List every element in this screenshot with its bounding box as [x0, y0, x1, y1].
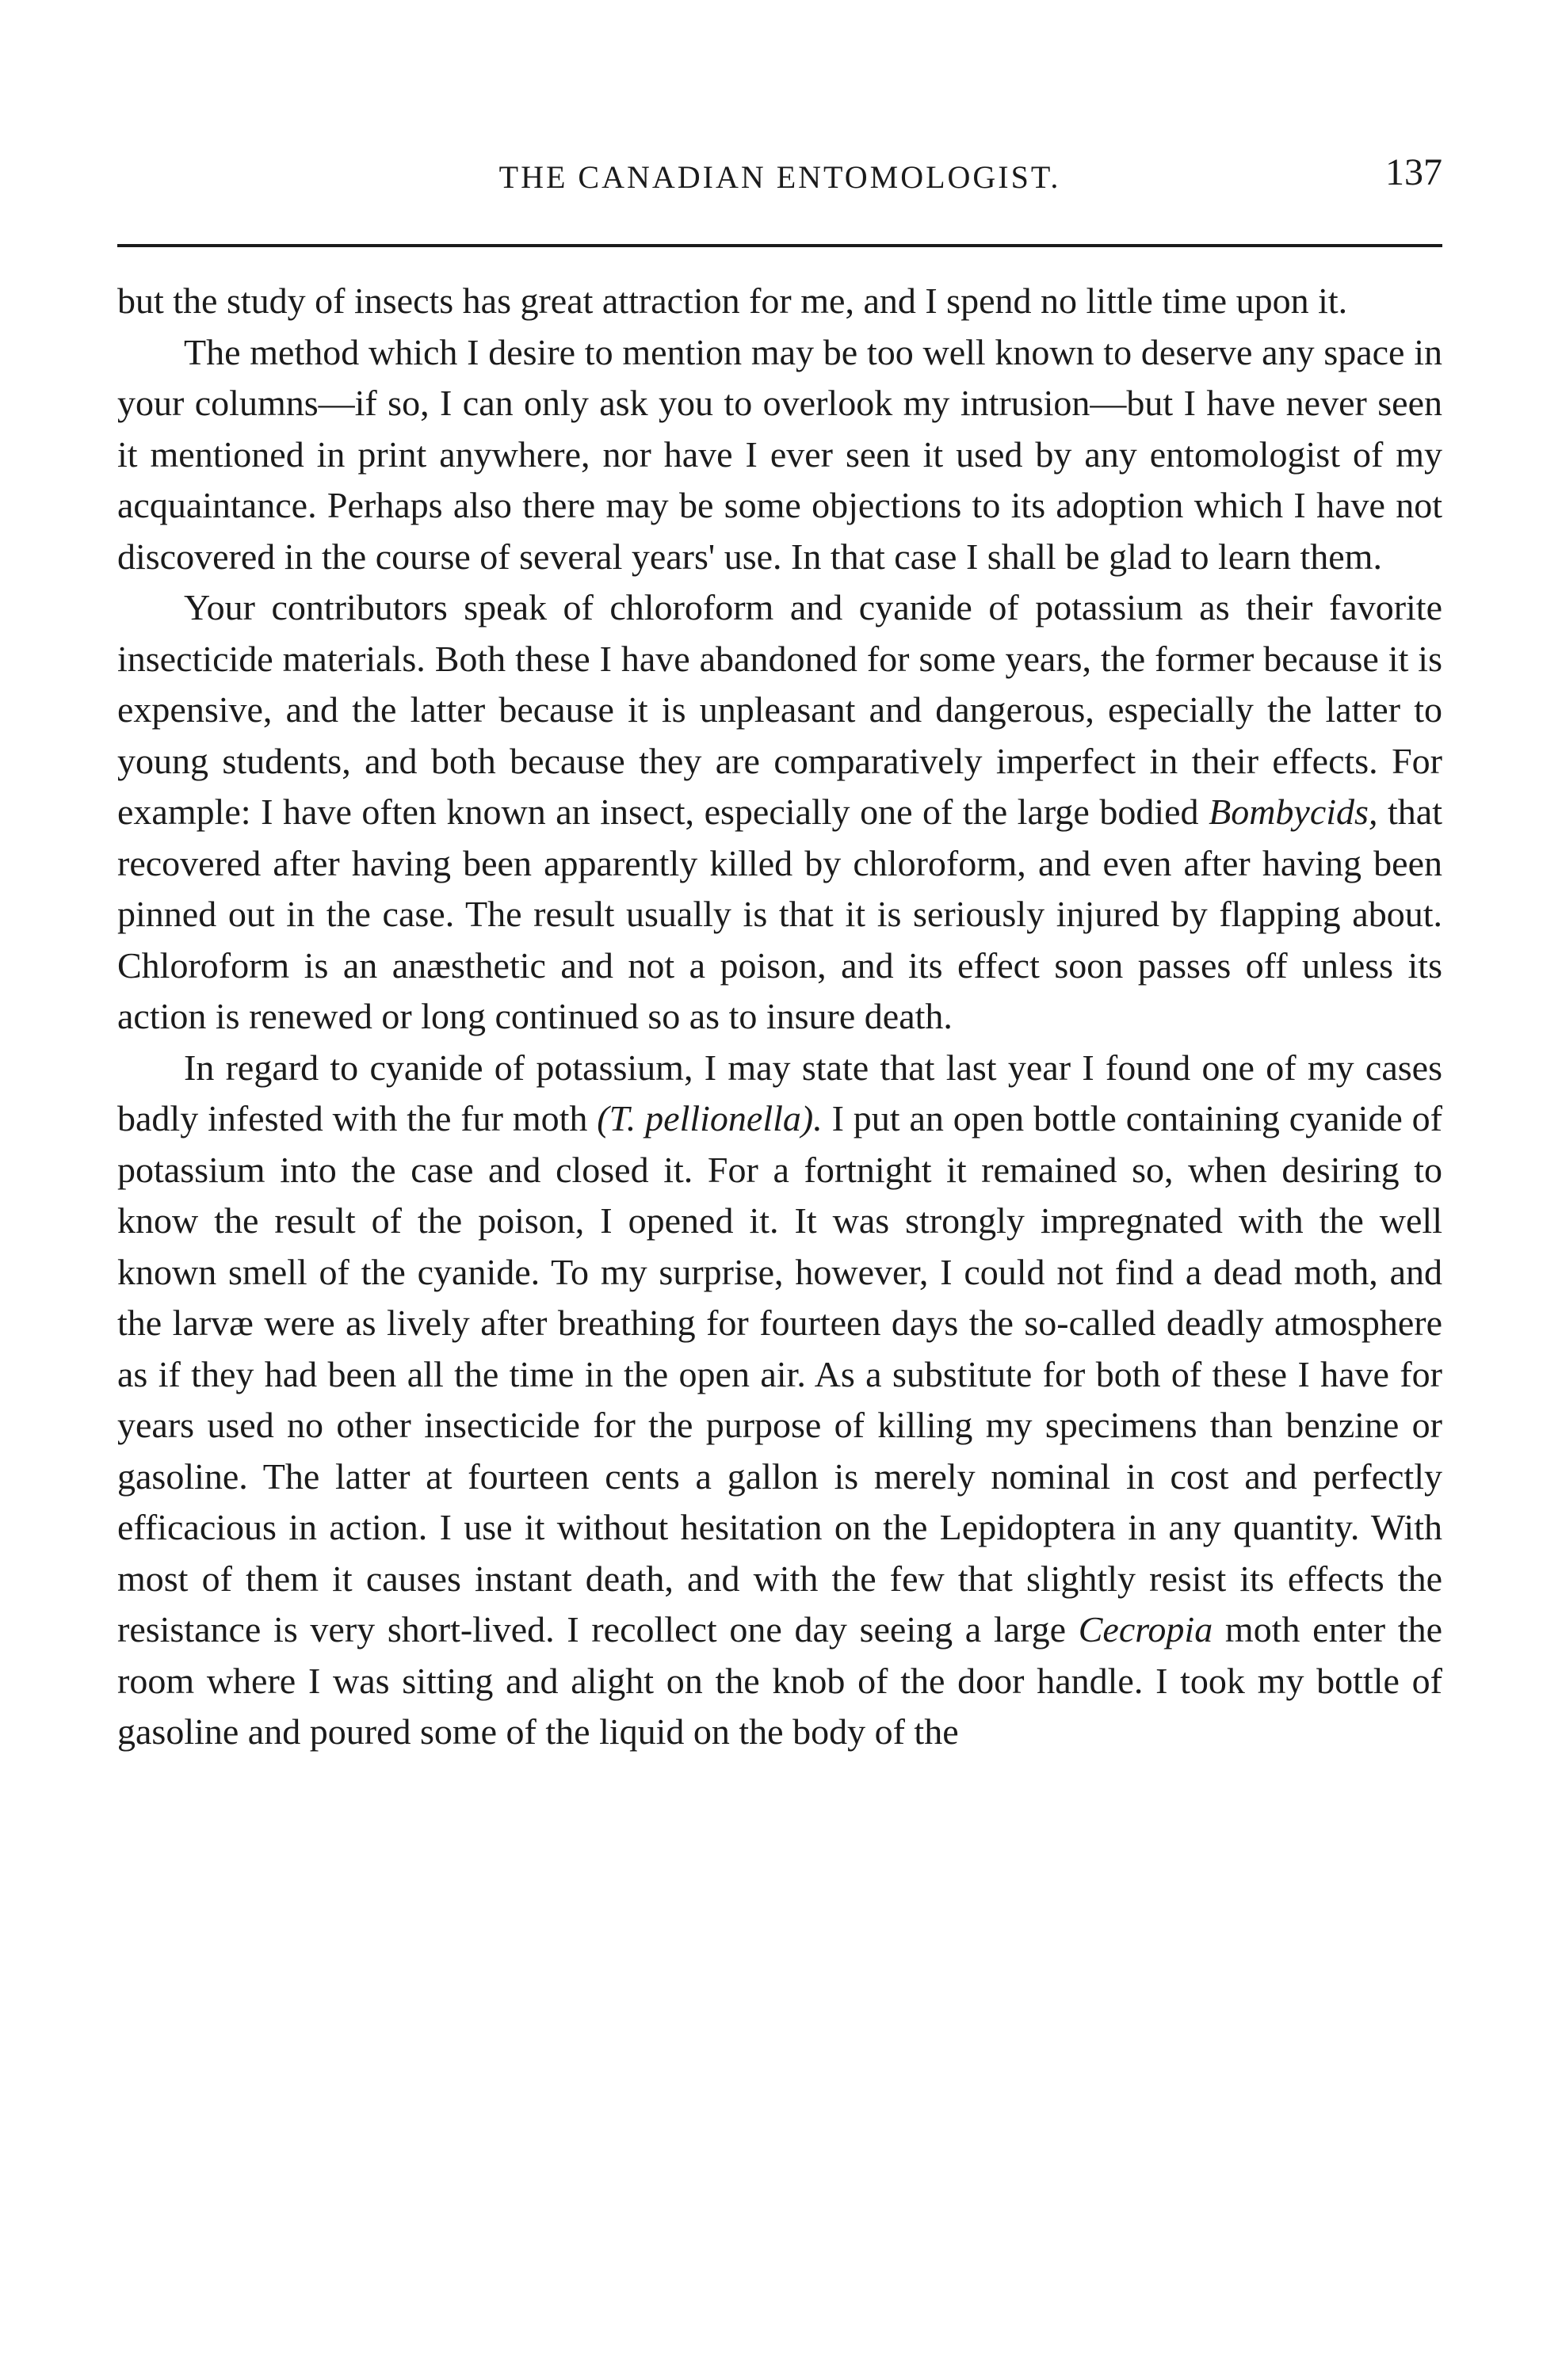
body-text [117, 276, 1442, 1758]
paragraph-3 [117, 582, 1442, 1043]
italic-term-bombycids: Bombycids, [1209, 791, 1378, 832]
page-header [117, 151, 1442, 203]
page-number: 137 [1385, 151, 1442, 193]
paragraph-4-text-c: moth enter the room where I was sitting and alight on the knob of the door handle. I took my bottle of gasoline and poured some of the liquid on the body of the [117, 1609, 1442, 1752]
paragraph-1-text: but the study of insects has great attraction for me, and I spend no little time upon it. [117, 280, 1348, 321]
paragraph-4-text-a: In regard to cyanide of potassium, I may state that last year I found one of my cases badly infested with the fur moth [117, 1047, 1442, 1139]
header-rule [117, 244, 1442, 247]
paragraph-2-text: The method which I desire to mention may be too well known to deserve any space in your columns—if so, I can only ask you to overlook my intrusion—but I have never seen it mentioned in print anywhere, nor have I ever seen it used by any entomologist of my acquaintance. Perhaps also there may be some objections to its adoption which I have not discovered in the course of several years' use. In that case I shall be glad to learn them. [117, 331, 1442, 577]
paragraph-1 [117, 276, 1442, 327]
paragraph-2 [117, 327, 1442, 583]
running-head: THE CANADIAN ENTOMOLOGIST. [498, 159, 1061, 195]
italic-term-cecropia: Cecropia [1078, 1609, 1213, 1650]
paragraph-4 [117, 1043, 1442, 1758]
paragraph-3-text-b: that recovered after having been apparently killed by chloroform, and even after having been pinned out in the case. The result usually is that it is seriously injured by flapping about. Chloroform is an anæsthetic and not a poison, and its effect soon passes off unless its action is renewed or long continued so as to insure death. [117, 791, 1442, 1036]
italic-term-pellionella: (T. pellionella). [597, 1098, 823, 1139]
paragraph-3-text-a: Your contributors speak of chloroform and cyanide of potassium as their favorite insecticide materials. Both these I have abandoned for some years, the former because it is expensive, and the latter because it is unpleasant and dangerous, especially the latter to young students, and both because they are comparatively imperfect in their effects. For example: I have often known an insect, especially one of the large bodied [117, 587, 1442, 832]
paragraph-4-text-b: I put an open bottle containing cyanide of potassium into the case and closed it. For a fortnight it remained so, when desiring to know the result of the poison, I opened it. It was strongly impregnated with the well known smell of the cyanide. To my surprise, however, I could not find a dead moth, and the larvæ were as lively after breathing for fourteen days the so-called deadly atmosphere as if they had been all the time in the open air. As a substitute for both of these I have for years used no other insecticide for the purpose of killing my specimens than benzine or gasoline. The latter at fourteen cents a gallon is merely nominal in cost and perfectly efficacious in action. I use it without hesitation on the Lepidoptera in any quantity. With most of them it causes instant death, and with the few that slightly resist its effects the resistance is very short-lived. I recollect one day seeing a large [117, 1098, 1442, 1650]
